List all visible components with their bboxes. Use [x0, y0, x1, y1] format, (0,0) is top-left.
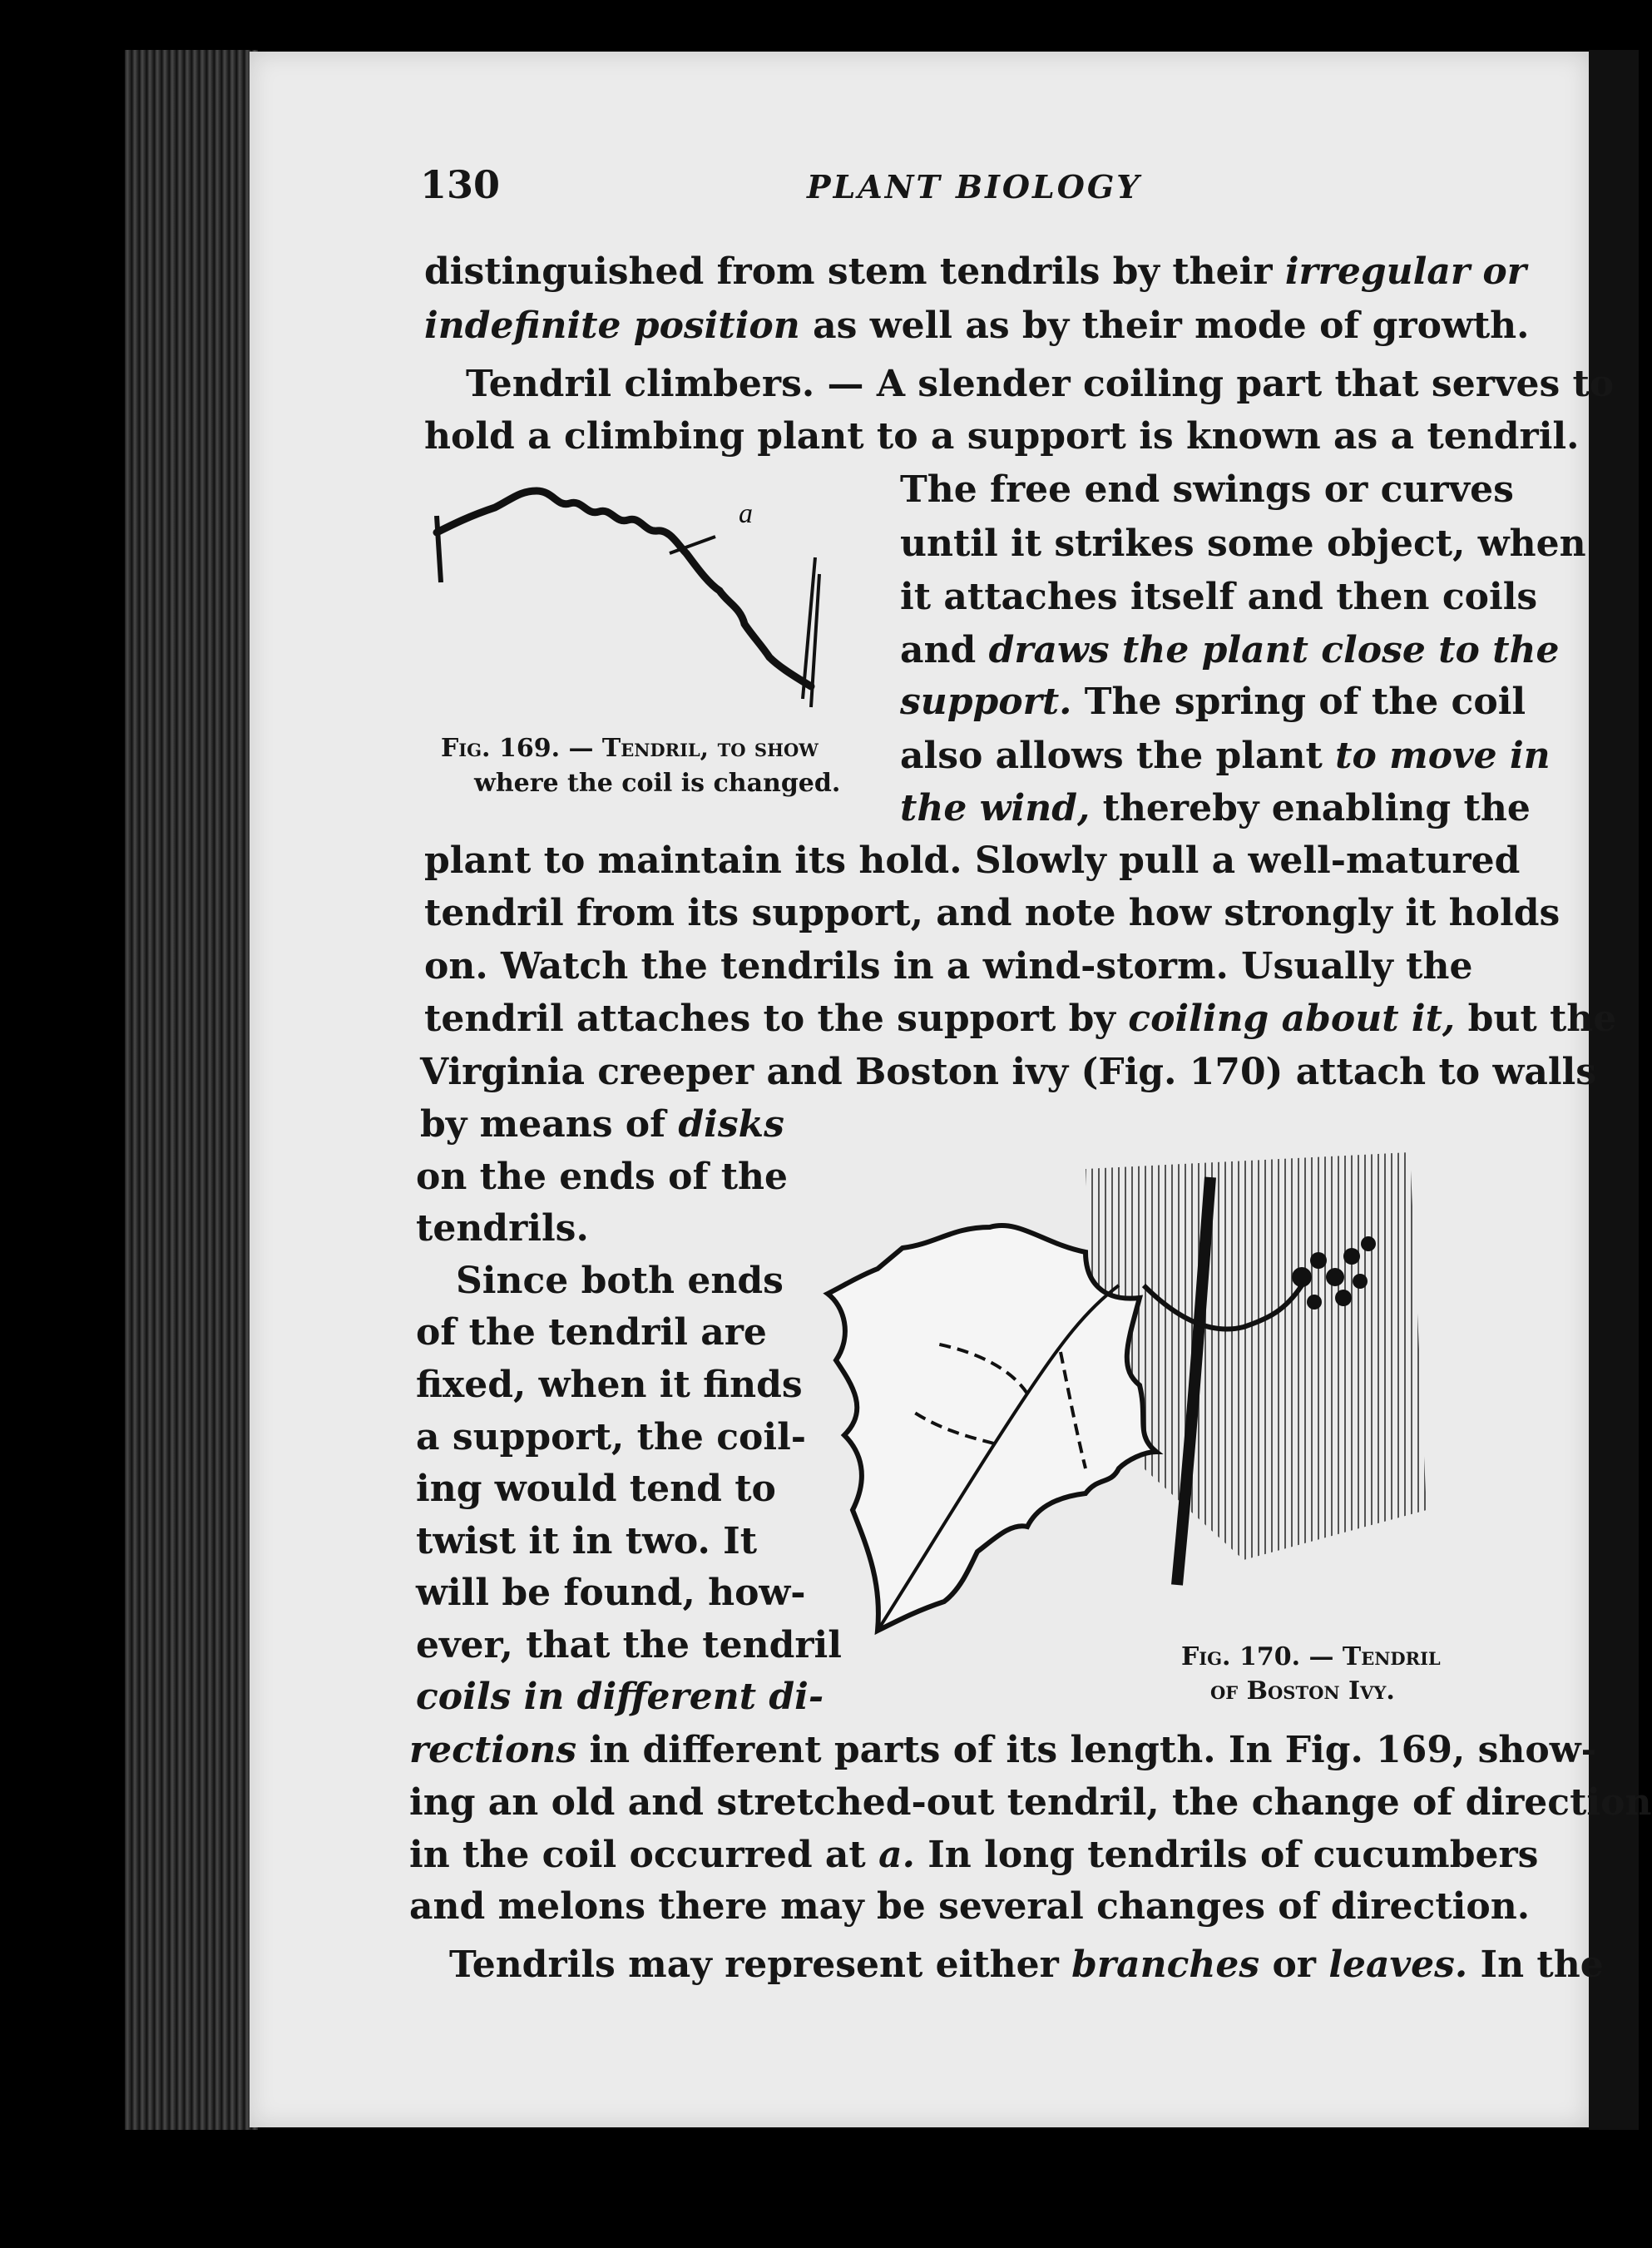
text-line	[424, 305, 1530, 347]
text-run: or	[1259, 1943, 1329, 1986]
text-run: in different parts of its length. In Fig. 169, show-	[576, 1729, 1596, 1771]
text-run: Tendrils may represent either	[449, 1943, 1072, 1986]
text-line	[424, 998, 1617, 1040]
text-run: thereby enabling the	[1090, 787, 1531, 829]
text-run: tendril attaches to the support by	[424, 998, 1129, 1040]
fig169-caption-line2: where the coil is changed.	[474, 769, 841, 798]
text-line: twist it in two. It	[416, 1520, 758, 1562]
text-run: hold a climbing plant to a support is known as a	[424, 415, 1427, 458]
text-run: distinguished from stem tendrils by their	[424, 250, 1285, 293]
italic-text: indefinite position	[424, 305, 800, 347]
fig170-caption-line1: Fig. 170. — Tendril	[1181, 1642, 1441, 1671]
italic-text: draws the plant close to the	[988, 629, 1560, 671]
text-run: also allows the plant	[900, 735, 1336, 777]
section-heading: Tendril climbers.	[466, 363, 815, 405]
text-line	[900, 629, 1560, 671]
text-run: by means of	[420, 1103, 679, 1146]
italic-text: support.	[900, 681, 1072, 723]
text-line: The free end swings or curves	[900, 468, 1514, 511]
italic-text: the wind,	[900, 787, 1091, 829]
fig169-label-a: a	[739, 498, 753, 529]
fig169-tendril-illustration	[420, 466, 869, 715]
text-line: until it strikes some object, when	[900, 522, 1586, 565]
text-line: on. Watch the tendrils in a wind-storm. Usually the	[424, 945, 1473, 988]
text-line: ing an old and stretched-out tendril, the change of direction	[409, 1781, 1652, 1824]
fig170-boston-ivy-illustration	[811, 1119, 1476, 1726]
text-run: In long tendrils of cucumbers	[914, 1834, 1539, 1876]
text-line: of the tendril are	[416, 1311, 767, 1354]
text-line: a support, the coil-	[416, 1416, 807, 1458]
text-line: and melons there may be several changes of direction.	[409, 1885, 1531, 1928]
text-run: and	[900, 629, 989, 671]
italic-text: irregular or	[1284, 250, 1526, 293]
text-run: The spring of the coil	[1071, 681, 1526, 723]
fig169-caption-line1: Fig. 169. — Tendril, to show	[441, 734, 819, 763]
text-line: ever, that the tendril	[416, 1624, 842, 1666]
text-line: will be found, how-	[416, 1572, 806, 1614]
text-line: ing would tend to	[416, 1468, 776, 1510]
text-line	[900, 681, 1526, 723]
text-line: plant to maintain its hold. Slowly pull a well-matured	[424, 839, 1521, 882]
italic-text: to move in	[1335, 735, 1551, 777]
page-number: 130	[420, 162, 501, 207]
italic-text: leaves.	[1328, 1943, 1468, 1986]
text-line: tendrils.	[416, 1207, 589, 1250]
text-line: it attaches itself and then coils	[900, 576, 1538, 618]
text-line	[416, 1676, 824, 1718]
fig170-caption-line2: of Boston Ivy.	[1210, 1676, 1395, 1706]
italic-text: coils in different di-	[416, 1676, 824, 1718]
text-line	[900, 735, 1551, 777]
text-line	[420, 1103, 784, 1146]
italic-text: disks	[678, 1103, 784, 1146]
text-run: as well as by their mode of growth.	[799, 305, 1530, 347]
text-line	[409, 1729, 1596, 1771]
book-edge	[125, 50, 258, 2130]
text-line: on the ends of the	[416, 1156, 789, 1198]
text-run: but the	[1455, 998, 1617, 1040]
text-line: tendril from its support, and note how strongly it holds	[424, 892, 1560, 934]
italic-text: a.	[878, 1834, 915, 1876]
text-line: Virginia creeper and Boston ivy (Fig. 170) attach to walls	[420, 1051, 1597, 1093]
text-line	[424, 415, 1580, 458]
italic-text: coiling about it,	[1128, 998, 1456, 1040]
text-line	[409, 1834, 1539, 1876]
text-line: Since both ends	[456, 1260, 784, 1302]
running-head: PLANT BIOLOGY	[807, 168, 1142, 205]
italic-text: rections	[409, 1729, 577, 1771]
text-run: in the coil occurred at	[409, 1834, 879, 1876]
text-line	[900, 787, 1531, 829]
italic-text: branches	[1071, 1943, 1260, 1986]
bold-term: tendril.	[1427, 415, 1580, 458]
text-run: — A slender coiling part that serves to	[814, 363, 1615, 405]
text-line	[424, 250, 1526, 293]
text-line: fixed, when it finds	[416, 1364, 803, 1406]
text-run: In the	[1467, 1943, 1604, 1986]
text-line	[466, 363, 1615, 405]
text-line	[449, 1943, 1604, 1986]
